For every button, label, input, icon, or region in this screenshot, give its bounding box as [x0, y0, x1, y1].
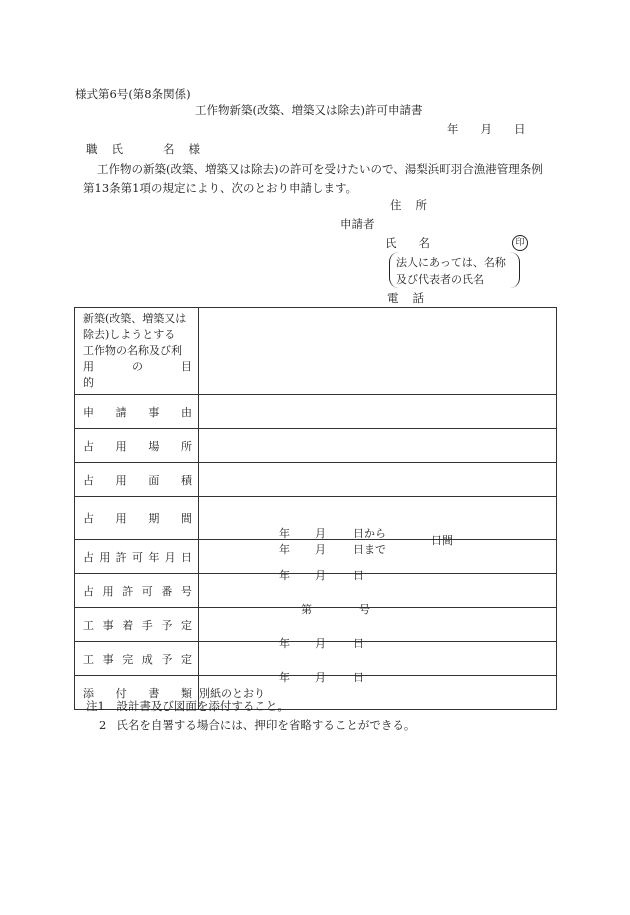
note-2-text: 氏名を自署する場合には、押印を省略することができる。 — [116, 718, 416, 732]
application-date — [447, 124, 548, 136]
table-row — [75, 463, 557, 497]
purpose-value[interactable] — [199, 308, 557, 395]
attachments-value[interactable]: 別紙のとおり — [199, 676, 557, 710]
table-row — [75, 429, 557, 463]
area-label: 占用面積 — [75, 463, 199, 497]
permit-number-value[interactable]: 第 号 — [199, 574, 557, 608]
corporation-note: 法人にあっては、名称及び代表者の氏名 — [389, 252, 520, 288]
purpose-label-line-2: 除去)しようとする — [83, 328, 176, 341]
location-value[interactable] — [199, 429, 557, 463]
table-row — [75, 497, 557, 540]
period-value[interactable] — [199, 497, 557, 556]
applicant-name-label — [385, 238, 452, 250]
purpose-label-line-1: 新築(改築、増築又は — [83, 312, 187, 325]
completion-date-label: 工事完成予定 — [75, 642, 199, 676]
date-month: 月 — [480, 122, 492, 136]
table-row — [75, 395, 557, 429]
addressee-char-1: 職 — [86, 142, 98, 156]
addressee-char-2: 氏 — [111, 142, 123, 156]
period-label: 占用期間 — [75, 497, 199, 540]
note-1: 注1 設計書及び図面を添付すること。 — [86, 699, 289, 713]
table-row — [75, 308, 557, 395]
note-2-number: 2 — [99, 718, 107, 732]
purpose-label-line-4: 用 の 目 的 — [83, 360, 214, 389]
permit-date-label: 占用許可年月日 — [75, 540, 199, 574]
period-days: 日間 — [431, 534, 453, 547]
application-table — [74, 307, 557, 710]
form-number: 様式第6号(第8条関係) — [75, 87, 191, 101]
start-date-label: 工事着手予定 — [75, 608, 199, 642]
name-char-2: 名 — [418, 236, 430, 250]
name-char-1: 氏 — [385, 236, 397, 250]
attachments-label: 添付書類 — [75, 676, 199, 710]
phone-char-1: 電 — [387, 291, 399, 305]
permit-date-value[interactable]: 年 月 日 — [199, 540, 557, 574]
addressee-char-4: 様 — [188, 142, 200, 156]
date-year: 年 — [447, 122, 459, 136]
reason-label: 申請事由 — [75, 395, 199, 429]
permit-number-label: 占用許可番号 — [75, 574, 199, 608]
reason-value[interactable] — [199, 395, 557, 429]
phone-char-2: 話 — [412, 291, 424, 305]
purpose-label — [75, 308, 214, 395]
period-to: 年 月 日まで — [279, 543, 386, 556]
body-text: 工作物の新築(改築、増築又は除去)の許可を受けたいので、湯梨浜町羽合漁港管理条例第13条第1項の規定により、次のとおり申請します。 — [83, 162, 543, 195]
area-value[interactable] — [199, 463, 557, 497]
applicant-phone-label — [387, 293, 438, 305]
note-2 — [99, 720, 415, 732]
applicant-label: 申請者 — [340, 217, 375, 231]
period-from: 年 月 日から — [279, 527, 386, 540]
address-char-1: 住 — [390, 198, 402, 212]
location-label: 占用場所 — [75, 429, 199, 463]
start-date-value[interactable]: 年 月 日 — [199, 608, 557, 642]
completion-date-value[interactable]: 年 月 日 — [199, 642, 557, 676]
seal-mark: 印 — [512, 235, 528, 251]
address-char-2: 所 — [415, 198, 427, 212]
addressee-char-3: 名 — [163, 142, 175, 156]
document-title: 工作物新築(改築、増築又は除去)許可申請書 — [195, 103, 423, 117]
purpose-label-line-3: 工作物の名称及び利 — [83, 344, 182, 357]
addressee — [86, 144, 214, 156]
applicant-address-label — [390, 200, 441, 212]
date-day: 日 — [514, 122, 526, 136]
